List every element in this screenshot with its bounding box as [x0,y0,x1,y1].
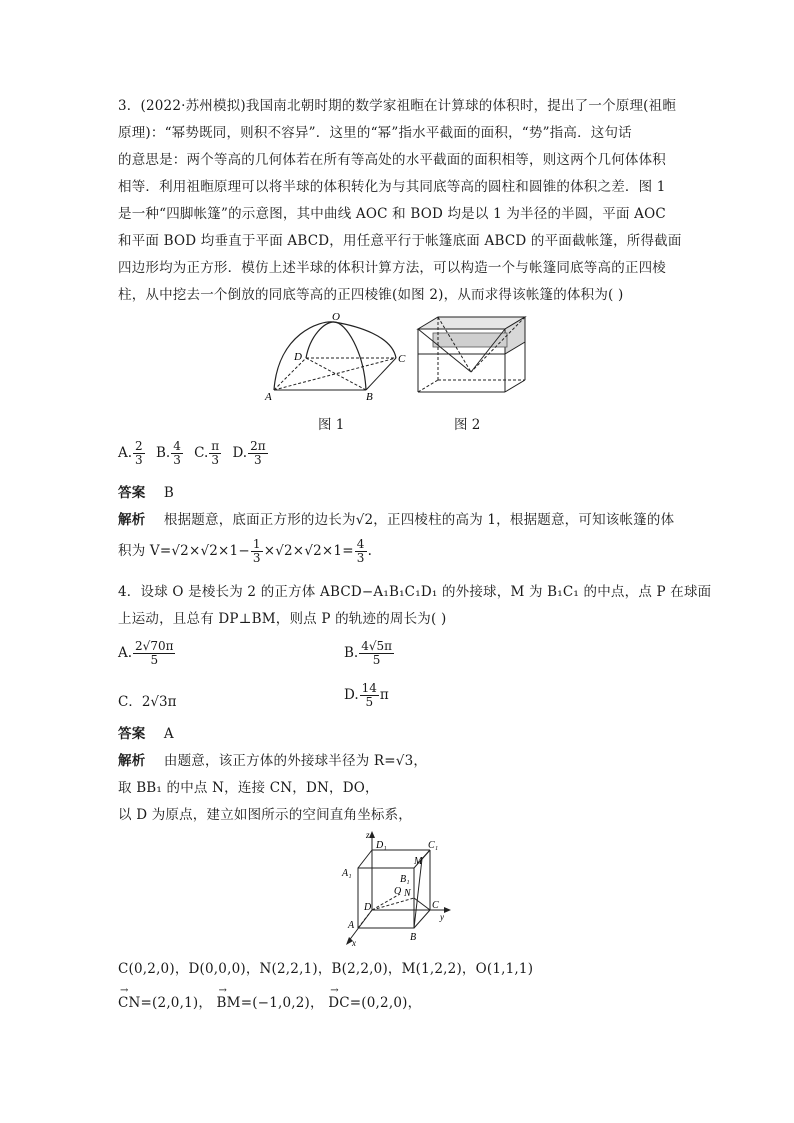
q4-answer-value: A [163,726,174,742]
fig1-label-B: B [366,391,373,403]
q4-option-d: D. $\frac{14}{5}$ π [344,681,389,709]
q3-analysis-line-2: 积为 V=√2×√2×1− $\frac{1}{3}$ ×√2×√2×1= $\frac{4}{3}$ . [118,537,373,565]
fig1-label-A: A [265,391,272,403]
vector-BM: → BM [217,994,241,1012]
q4-analysis-text-1: 由题意，该正方体的外接球半径为 R=√3， [163,753,428,769]
q3-line-8: 柱，从中挖去一个倒放的同底等高的正四棱锥(如图 2)，从而求得该帐篷的体积为( ) [118,287,624,303]
q4-option-c: C．2√3π [118,694,177,710]
q4-analysis-line-3: 以 D 为原点，建立如图所示的空间直角坐标系， [118,807,413,823]
q3-analysis-2a: 积为 V=√2×√2×1− [118,543,250,559]
cube-label-N: N [404,888,411,899]
q4-coordinates: C(0,2,0)，D(0,0,0)，N(2,2,1)，B(2,2,0)，M(1,2,2)，O(1,1,1) [118,961,534,977]
figure-1-tent [262,312,412,407]
cube-label-A: A [348,920,355,931]
figure-cube-coordinates [338,828,458,950]
q3-analysis-2c: ×√2×√2×1= [263,543,354,559]
q3-line-7: 四边形均为正方形．模仿上述半球的体积计算方法，可以构造一个与帐篷同底等高的正四棱 [118,260,666,276]
q3-line-6: 和平面 BOD 均垂直于平面 ABCD，用任意平行于帐篷底面 ABCD 的平面截帐篷，所得截面 [118,233,682,249]
cube-label-z: z [366,830,370,840]
q4-line-1: 4．设球 O 是棱长为 2 的正方体 ABCD−A₁B₁C₁D₁ 的外接球，M 为 B₁C₁ 的中点，点 P 在球面 [118,584,712,600]
q3-analysis-line-1 [118,511,674,529]
q4-analysis-label: 解析 [118,753,146,769]
q3-line-1: 3．(2022·苏州模拟)我国南北朝时期的数学家祖暅在计算球的体积时，提出了一个原理(祖暅 [118,98,677,114]
q3-analysis-label: 解析 [118,512,146,528]
q4-option-a: A. $\frac{2√70\pi}{5}$ [118,639,174,667]
q3-option-b: B. $\frac{4}{3}$ [155,439,181,467]
cube-label-A1: A₁ [342,868,352,879]
q4-option-b: B. $\frac{4√5\pi}{5}$ [344,639,393,667]
q4-answer-line [118,725,174,743]
cube-label-C: C [432,900,439,911]
fig1-label-D: D [294,351,302,363]
vector-DC-value: =(0,2,0)， [349,995,422,1011]
q3-option-c: C. $\frac{\pi}{3}$ [194,439,220,467]
figure-1-caption: 图 1 [318,417,345,433]
q3-line-2: 原理)：“幂势既同，则积不容异”．这里的“幂”指水平截面的面积，“势”指高．这句话 [118,125,632,141]
figure-2-prism [415,314,530,406]
cube-label-D: D [364,902,372,913]
cube-label-C1: C₁ [428,840,439,851]
cube-label-B: B [410,932,417,943]
cube-label-O: O [394,886,402,897]
q3-line-5: 是一种“四脚帐篷”的示意图，其中曲线 AOC 和 BOD 均是以 1 为半径的半圆，平面 AOC [118,206,666,222]
q4-analysis-line-2: 取 BB₁ 的中点 N，连接 CN，DN，DO， [118,780,379,796]
figure-2-caption: 图 2 [454,417,481,433]
cube-label-D1: D₁ [376,840,387,851]
q4-vectors [118,994,421,1012]
q4-analysis-line-1 [118,752,427,770]
q3-answer-value: B [163,485,175,501]
q3-analysis-2e: . [367,543,373,559]
q3-answer-label: 答案 [118,485,146,501]
vector-CN: → CN [118,994,141,1012]
fig1-label-C: C [398,353,406,365]
q3-answer-line [118,484,174,502]
vector-BM-value: =(−1,0,2)， [240,995,324,1011]
vector-CN-value: =(2,0,1)， [140,995,213,1011]
q3-option-d: D. $\frac{2\pi}{3}$ [232,439,266,467]
q4-answer-label: 答案 [118,726,146,742]
q3-options [118,440,269,467]
q3-option-a: A. $\frac{2}{3}$ [118,439,143,467]
cube-label-B1: B₁ [400,874,410,885]
vector-DC: → DC [328,994,350,1012]
cube-label-M: M [414,856,423,867]
cube-label-y: y [440,912,444,922]
q3-analysis-text-1: 根据题意，底面正方形的边长为√2，正四棱柱的高为 1，根据题意，可知该帐篷的体 [163,512,675,528]
q3-line-4: 相等．利用祖暅原理可以将半球的体积转化为与其同底等高的圆柱和圆锥的体积之差．图 1 [118,179,666,195]
cube-label-x: x [352,938,356,948]
q4-line-2: 上运动，且总有 DP⊥BM，则点 P 的轨迹的周长为( ) [118,611,447,627]
q3-line-3: 的意思是：两个等高的几何体若在所有等高处的水平截面的面积相等，则这两个几何体体积 [118,152,666,168]
fig1-label-O: O [332,312,340,323]
